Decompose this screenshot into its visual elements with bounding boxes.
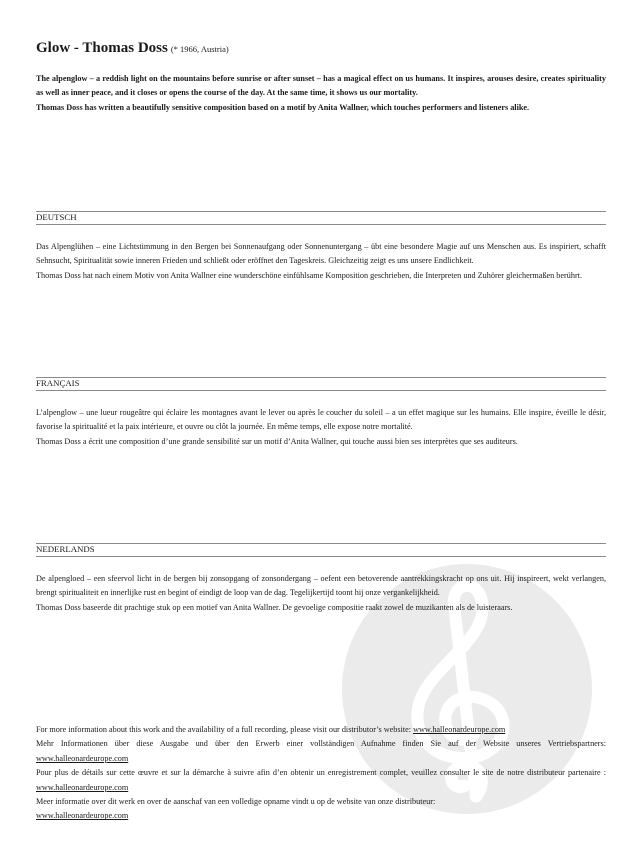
intro-paragraph: The alpenglow – a reddish light on the mountains before sunrise or after sunset – has a magical effect on us humans. It inspires, arouses desire, creates spirituality as well as inner peace, and it closes or opens the course of the day. At the same time, it shows us our mortality. <box>36 74 606 98</box>
section-heading: FRANÇAIS <box>36 377 606 391</box>
section-paragraph: Thomas Doss a écrit une composition d’une grande sensibilité sur un motif d’Anita Wallner, qui touche aussi bien ses interprètes que ses auditeurs. <box>36 436 518 446</box>
footer-nederlands: Meer informatie over dit werk en over de aanschaf van een volledige opname vindt u op de website van onze distributeur: www.halleonardeurope.com <box>36 797 436 821</box>
section-paragraph: Thomas Doss baseerde dit prachtige stuk op een motief van Anita Wallner. De gevoelige compositie raakt zowel de muzikanten als de luisteraars. <box>36 602 513 612</box>
section-heading: DEUTSCH <box>36 211 606 225</box>
footer-english: For more information about this work and the availability of a full recording, please visit our distributor’s website: www.halleonardeurope.com <box>36 725 506 734</box>
section-deutsch <box>36 211 606 283</box>
section-francais <box>36 377 606 449</box>
distributor-link[interactable]: www.halleonardeurope.com <box>413 725 506 734</box>
section-paragraph: De alpengloed – een sfeervol licht in de bergen bij zonsopgang of zonsondergang – oefent een betoverende aantrekkingskracht op ons uit. Hij inspireert, wekt verlangen, brengt spiritualiteit en innerlijke rust en begint of eindigt de loop van de dag. Tegelijkertijd toont hij onze vergankelijkheid. <box>36 574 606 598</box>
section-paragraph: L’alpenglow – une lueur rougeâtre qui éclaire les montagnes avant le lever ou après le coucher du soleil – a un effet magique sur les humains. Elle inspire, éveille le désir, favorise la spiritualité et la paix intérieure, et ouvre ou clôt la journée. En même temps, elle expose notre mortalité. <box>36 408 606 432</box>
composer-dates: (* 1966, Austria) <box>170 44 229 54</box>
intro-english <box>36 72 606 115</box>
section-paragraph: Das Alpenglühen – eine Lichtstimmung in den Bergen bei Sonnenaufgang oder Sonnenuntergang – übt eine besondere Magie auf uns Menschen aus. Es inspiriert, schafft Sehnsucht, Spiritualität sowie inneren Frieden und schließt oder eröffnet den Tageskreis. Gleichzeitig zeigt es uns unsere Endlichkeit. <box>36 242 606 266</box>
section-heading: NEDERLANDS <box>36 543 606 557</box>
distributor-link[interactable]: www.halleonardeurope.com <box>36 782 129 792</box>
footer-francais: Pour plus de détails sur cette œuvre et sur la démarche à suivre afin d’en obtenir un enregistrement complet, veuillez consulter le site de notre distributeur partenaire : www.halleonardeurope.com <box>36 768 606 792</box>
section-paragraph: Thomas Doss hat nach einem Motiv von Anita Wallner eine wunderschöne einfühlsame Komposition geschrieben, die Interpreten und Zuhörer gleichermaßen berührt. <box>36 270 582 280</box>
section-text <box>36 240 606 283</box>
section-text <box>36 406 606 449</box>
section-nederlands <box>36 543 606 615</box>
section-text <box>36 572 606 615</box>
distributor-link[interactable]: www.halleonardeurope.com <box>36 811 129 821</box>
footer-deutsch: Mehr Informationen über diese Ausgabe und über den Erwerb einer vollständigen Aufnahme finden Sie auf der Website unseres Vertriebspartners: www.halleonardeurope.com <box>36 739 606 763</box>
page-title: Glow - Thomas Doss (* 1966, Austria) <box>36 40 229 56</box>
distributor-info <box>36 723 606 824</box>
page <box>36 0 606 853</box>
distributor-link[interactable]: www.halleonardeurope.com <box>36 753 129 763</box>
intro-paragraph: Thomas Doss has written a beautifully sensitive composition based on a motif by Anita Wallner, which touches performers and listeners alike. <box>36 102 530 112</box>
